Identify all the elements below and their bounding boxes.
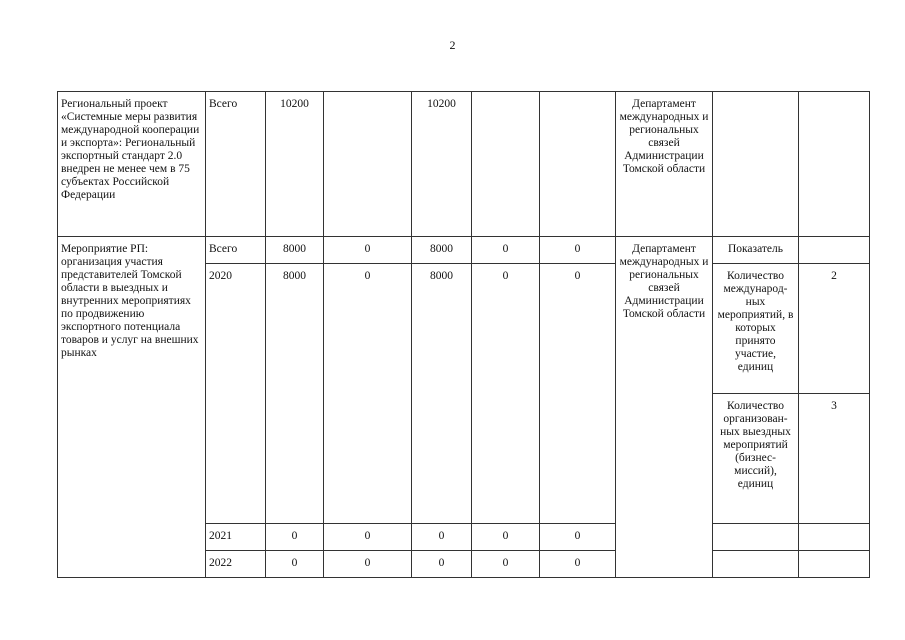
regional-project-name: Региональный проект «Системные меры развития международной кооперации и экспорта»: Региональный экспортный стандарт 2.0 внедрен не менее чем в 75 субъектах Российской Федерации bbox=[58, 92, 206, 237]
indicator-cell: Количество организован-ных выездных мероприятий (бизнес-миссий), единиц bbox=[713, 394, 799, 524]
indicator-cell bbox=[713, 551, 799, 578]
indicator-value-cell: 3 bbox=[799, 394, 870, 524]
indicator-value-cell bbox=[799, 524, 870, 551]
activity-name: Мероприятие РП: организация участия представителей Томской области в выездных и внутренних мероприятиях по продвижению экспортного потенциала товаров и услуг на внешних рынках bbox=[58, 237, 206, 578]
page-number: 2 bbox=[449, 38, 456, 52]
value-cell: 0 bbox=[412, 524, 472, 551]
value-cell bbox=[540, 92, 616, 237]
value-cell: 10200 bbox=[266, 92, 324, 237]
value-cell: 0 bbox=[472, 551, 540, 578]
value-cell: 0 bbox=[472, 264, 540, 524]
value-cell: 0 bbox=[324, 264, 412, 524]
value-cell: 0 bbox=[472, 524, 540, 551]
value-cell: 0 bbox=[412, 551, 472, 578]
value-cell: 0 bbox=[266, 551, 324, 578]
value-cell bbox=[472, 92, 540, 237]
period-cell: 2022 bbox=[206, 551, 266, 578]
value-cell: 0 bbox=[324, 551, 412, 578]
indicator-cell bbox=[713, 524, 799, 551]
value-cell: 0 bbox=[472, 237, 540, 264]
value-cell: 0 bbox=[540, 524, 616, 551]
budget-table bbox=[57, 91, 870, 578]
indicator-value-cell bbox=[799, 92, 870, 237]
value-cell: 0 bbox=[324, 524, 412, 551]
value-cell: 0 bbox=[540, 264, 616, 524]
value-cell: 0 bbox=[540, 237, 616, 264]
value-cell: 0 bbox=[540, 551, 616, 578]
value-cell: 10200 bbox=[412, 92, 472, 237]
value-cell: 8000 bbox=[266, 237, 324, 264]
value-cell: 0 bbox=[324, 237, 412, 264]
indicator-cell: Количество международ-ных мероприятий, в которых принято участие, единиц bbox=[713, 264, 799, 394]
value-cell: 0 bbox=[266, 524, 324, 551]
period-cell: 2020 bbox=[206, 264, 266, 524]
period-cell: 2021 bbox=[206, 524, 266, 551]
table-row bbox=[58, 92, 870, 237]
period-cell: Всего bbox=[206, 237, 266, 264]
indicator-header: Показатель bbox=[713, 237, 799, 264]
indicator-cell bbox=[713, 92, 799, 237]
value-cell bbox=[324, 92, 412, 237]
indicator-value-cell bbox=[799, 237, 870, 264]
period-cell: Всего bbox=[206, 92, 266, 237]
value-cell: 8000 bbox=[412, 264, 472, 524]
value-cell: 8000 bbox=[266, 264, 324, 524]
executor-cell: Департамент международных и региональных связей Администрации Томской области bbox=[616, 237, 713, 578]
indicator-value-cell bbox=[799, 551, 870, 578]
value-cell: 8000 bbox=[412, 237, 472, 264]
indicator-value-cell: 2 bbox=[799, 264, 870, 394]
executor-cell: Департамент международных и региональных связей Администрации Томской области bbox=[616, 92, 713, 237]
table-row bbox=[58, 237, 870, 264]
